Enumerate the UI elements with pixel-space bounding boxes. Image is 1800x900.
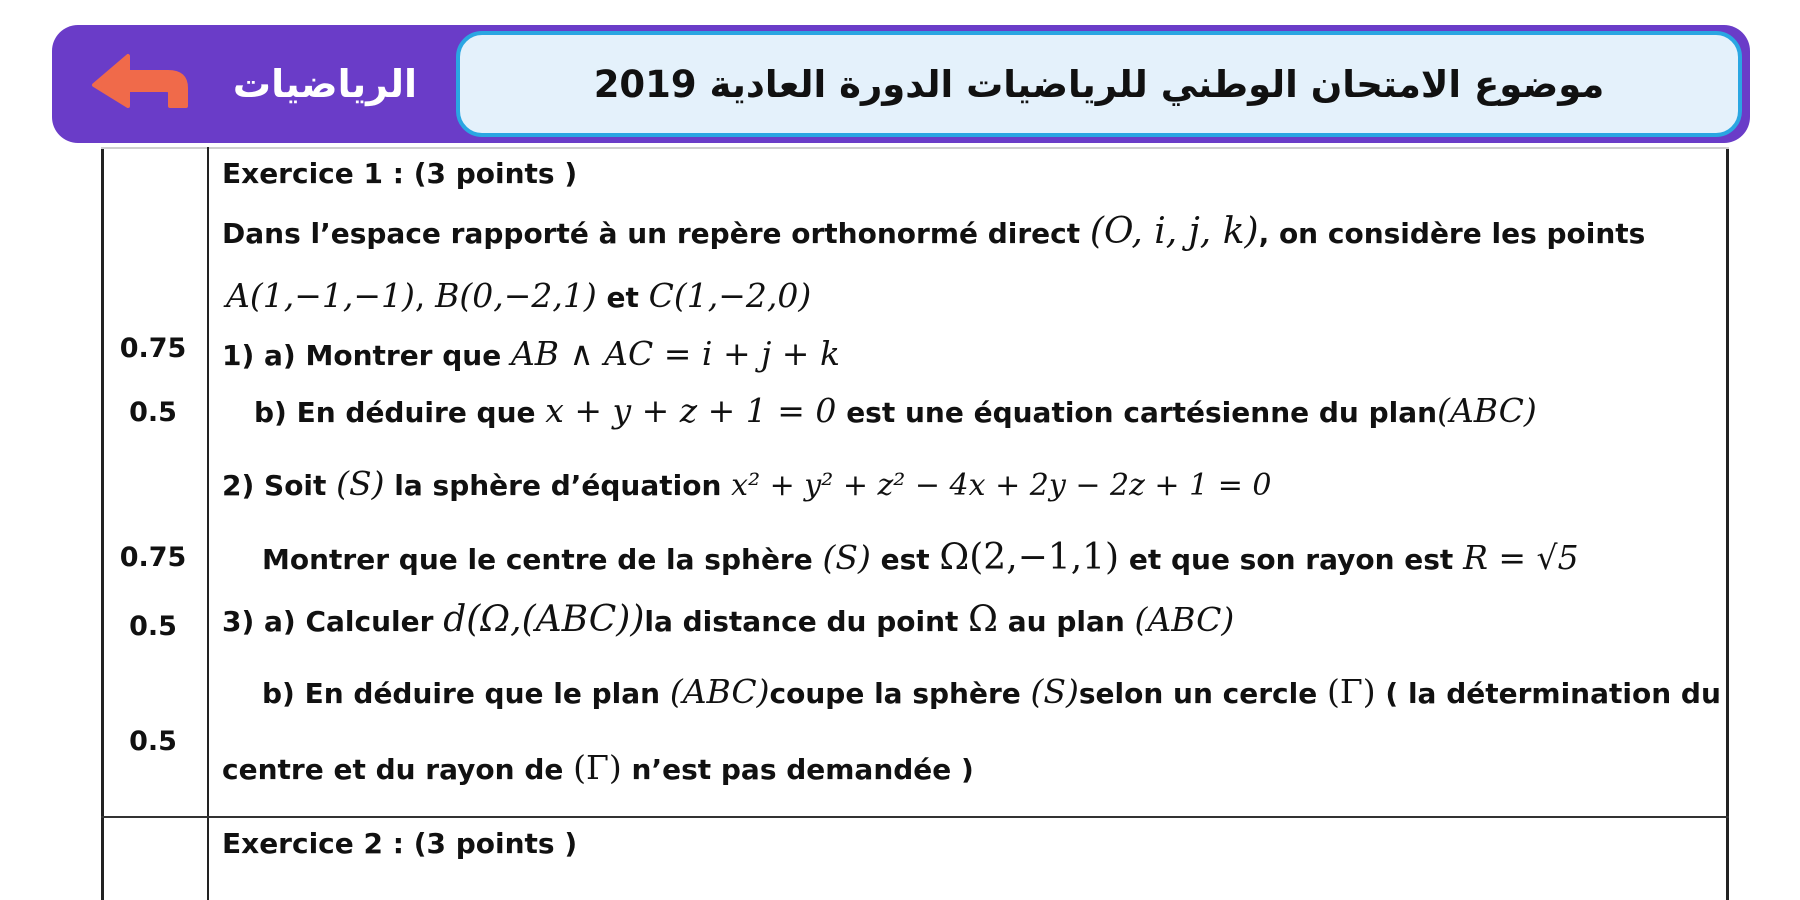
frame-formula: (O, i, j, k) [1089, 211, 1259, 252]
exam-title-box [456, 31, 1742, 137]
q3a-label: 3) a) Calculer [222, 605, 434, 638]
q3a-distance: d(Ω,(ABC)) [443, 599, 645, 640]
question-3b [262, 672, 1721, 714]
points-line [226, 276, 811, 318]
back-arrow-icon [88, 50, 192, 120]
q3b-text2: selon un cercle [1078, 677, 1318, 710]
question-1a [222, 334, 840, 376]
intro-text: Dans l’espace rapporté à un repère orthonormé direct [222, 217, 1081, 250]
q3b-text: coupe la sphère [769, 677, 1021, 710]
q2b-est: est [880, 543, 930, 576]
q3b-cont-text: centre et du rayon de [222, 753, 564, 786]
back-button[interactable] [88, 50, 192, 120]
q2b-center: Ω(2,−1,1) [939, 537, 1120, 578]
q3a-plan: (ABC) [1134, 600, 1235, 639]
q3b-cont-text2: n’est pas demandée ) [631, 753, 974, 786]
exercise-divider [101, 816, 1729, 818]
q1b-label: b) En déduire que [254, 396, 536, 429]
q1a-label: 1) a) Montrer que [222, 339, 502, 372]
q3b-cont-gamma: (Γ) [573, 748, 622, 787]
q3a-omega: Ω [968, 599, 998, 640]
score-q1a: 0.75 [119, 333, 187, 364]
q3a-au: au plan [1007, 605, 1125, 638]
q1b-rest: est une équation cartésienne du plan [846, 396, 1438, 429]
q2b-radius: R = √5 [1463, 538, 1579, 577]
q3b-label: b) En déduire que le plan [262, 677, 661, 710]
point-c: C(1,−2,0) [648, 276, 812, 315]
exercise1-heading: Exercice 1 : (3 points ) [222, 157, 578, 190]
score-q2: 0.75 [119, 542, 187, 573]
q2-sphere: (S) [336, 464, 385, 503]
exam-title: موضوع الامتحان الوطني للرياضيات الدورة العادية 2019 [593, 62, 1605, 106]
q3b-sphere: (S) [1030, 672, 1079, 711]
question-2-sub [262, 538, 1579, 580]
q3a-text: la distance du point [644, 605, 959, 638]
q1b-formula: x + y + z + 1 = 0 [545, 391, 837, 430]
intro-text-end: , on considère les points [1258, 217, 1646, 250]
question-2 [222, 464, 1271, 506]
exercise2-heading: Exercice 2 : (3 points ) [222, 827, 578, 860]
points-et: et [606, 281, 639, 314]
q2b-sphere: (S) [822, 538, 871, 577]
q2-label: 2) Soit [222, 469, 327, 502]
question-3b-continued [222, 748, 974, 790]
q3b-text3: ( la détermination du [1385, 677, 1721, 710]
q2b-rest: et que son rayon est [1128, 543, 1454, 576]
point-a: A(1,−1,−1) [226, 276, 415, 315]
q2-text: la sphère d’équation [394, 469, 722, 502]
q1a-formula: AB ∧ AC = i + j + k [510, 334, 840, 373]
score-q3b: 0.5 [129, 726, 177, 757]
point-b: B(0,−2,1) [435, 276, 597, 315]
q2b-label: Montrer que le centre de la sphère [262, 543, 813, 576]
score-column-divider [207, 147, 209, 900]
q2-formula: x² + y² + z² − 4x + 2y − 2z + 1 = 0 [731, 468, 1272, 503]
score-q3a: 0.5 [129, 611, 177, 642]
q1b-plan: (ABC) [1437, 391, 1537, 430]
exercise1-intro [222, 212, 1645, 254]
q3b-plan: (ABC) [669, 672, 770, 711]
question-3a [222, 600, 1234, 642]
question-1b [254, 391, 1537, 433]
sheet-top-border [101, 147, 1729, 149]
points-sep: , [414, 276, 426, 315]
score-q1b: 0.5 [129, 397, 177, 428]
subject-label: الرياضيات [232, 62, 418, 106]
q3b-gamma: (Γ) [1327, 672, 1376, 711]
